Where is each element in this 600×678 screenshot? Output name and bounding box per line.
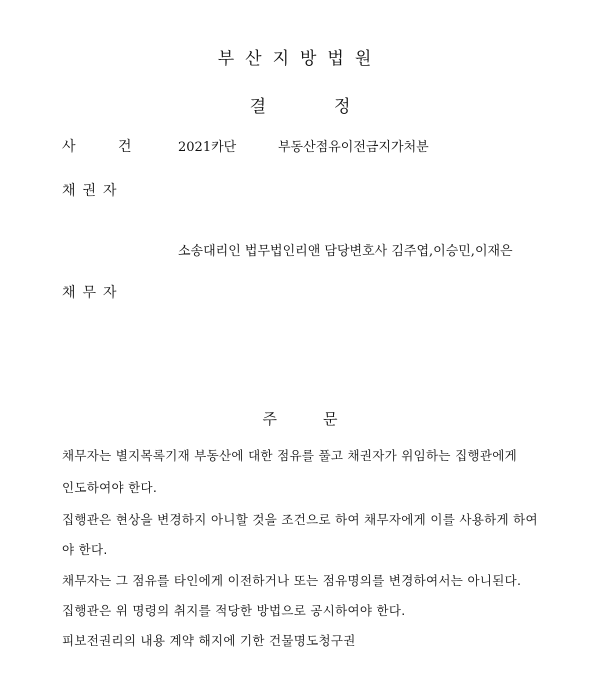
- order-heading: [0, 408, 600, 429]
- order-line: 채무자는 별지목록기재 부동산에 대한 점유를 풀고 채권자가 위임하는 집행관에게: [62, 448, 517, 463]
- order-line: 인도하여야 한다.: [62, 480, 158, 495]
- order-line: 야 한다.: [62, 542, 108, 557]
- case-name: 부동산점유이전금지가처분: [278, 140, 429, 155]
- debtor-label: 채무자: [62, 285, 124, 301]
- document-type: [0, 92, 600, 117]
- order-line: 피보전권리의 내용 계약 해지에 기한 건물명도청구권: [62, 633, 356, 648]
- court-name: 부산지방법원: [217, 49, 383, 69]
- order-line: 집행관은 현상을 변경하지 아니할 것을 조건으로 하여 채무자에게 이를 사용하게 하여: [62, 512, 538, 527]
- document-type-right: 정: [334, 97, 351, 117]
- creditor-label: 채권자: [62, 183, 124, 199]
- case-label: [62, 136, 132, 156]
- case-label-right: 건: [118, 139, 132, 155]
- order-line: 집행관은 위 명령의 취지를 적당한 방법으로 공시하여야 한다.: [62, 603, 406, 618]
- creditor-agent: 소송대리인 법무법인리앤 담당변호사 김주엽,이승민,이재은: [178, 244, 513, 259]
- order-heading-right: 문: [323, 410, 338, 428]
- case-label-left: 사: [62, 139, 76, 155]
- case-number: 2021카단: [178, 140, 237, 155]
- order-heading-left: 주: [262, 410, 277, 428]
- document-type-left: 결: [249, 97, 266, 117]
- order-line: 채무자는 그 점유를 타인에게 이전하거나 또는 점유명의를 변경하여서는 아니된다.: [62, 573, 522, 588]
